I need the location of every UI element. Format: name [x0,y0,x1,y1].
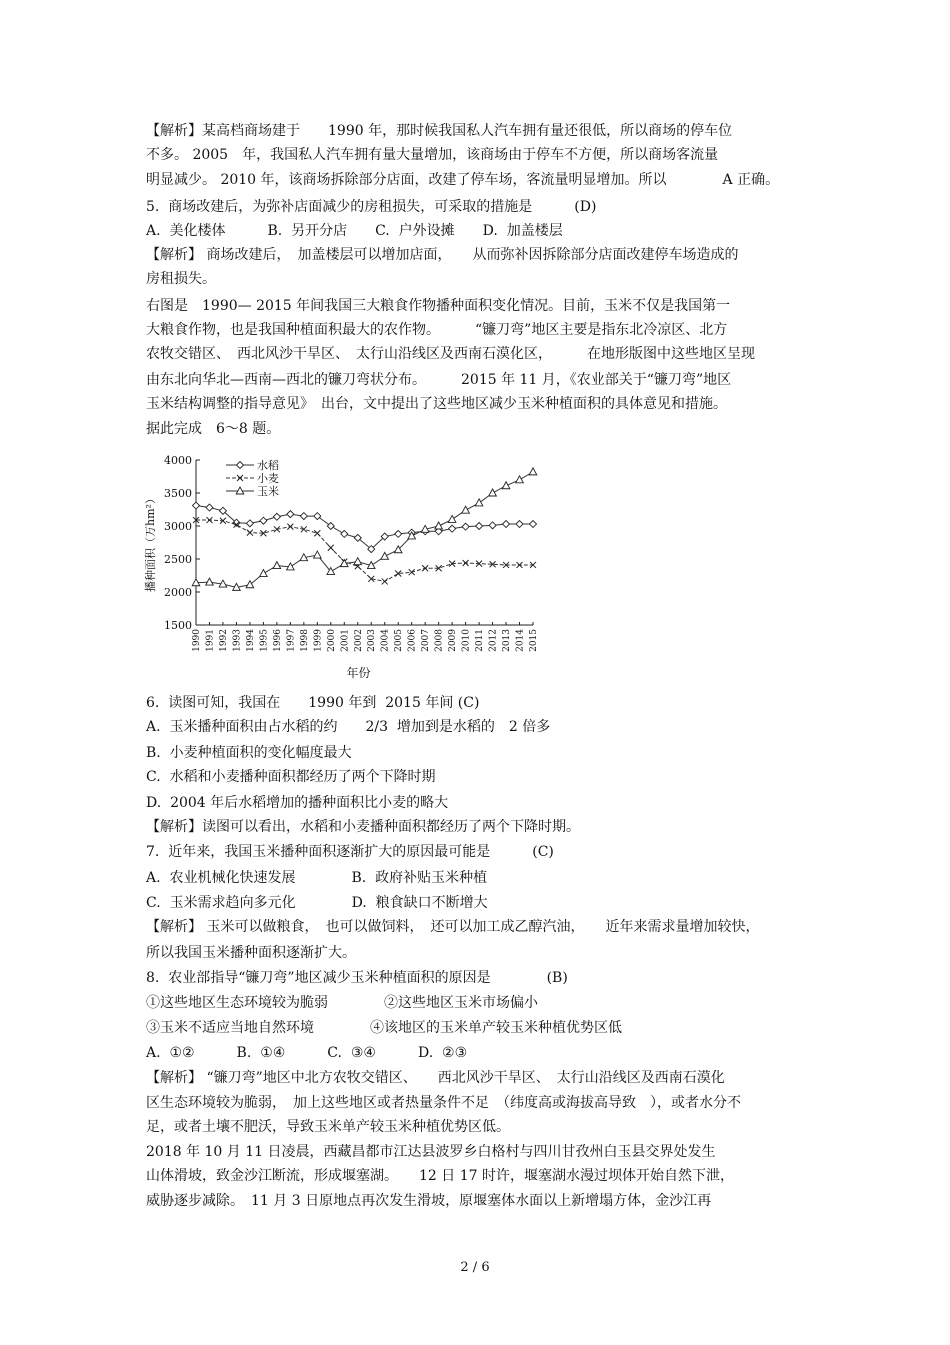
data-point [354,558,362,565]
text-line: 右图是 1990— 2015 年间我国三大粮食作物播种面积变化情况。目前，玉米不仅是我国第一 [146,298,731,314]
x-tick-label: 1997 [286,629,297,652]
x-tick-label: 2009 [448,629,459,652]
text-line: B. 小麦种植面积的变化幅度最大 [146,745,352,761]
x-tick-label: 2015 [529,629,539,652]
data-point [516,521,523,528]
data-point [300,513,307,520]
data-point [287,524,293,530]
data-point [489,522,496,529]
text-line: 【解析】 商场改建后， 加盖楼层可以增加店面， 从而弥补因拆除部分店面改建停车场造成的 [146,247,739,263]
x-tick-label: 1991 [205,629,216,652]
x-axis-label: 年份 [346,666,371,680]
text-line: 【解析】读图可以看出，水稻和小麦播种面积都经历了两个下降时期。 [146,819,580,835]
data-point [273,562,281,569]
text-line: A. 农业机械化快速发展 B. 政府补贴玉米种植 [146,870,488,886]
text-line: 所以我国玉米播种面积逐渐扩大。 [146,945,356,961]
y-tick-label: 3500 [164,487,192,500]
text-line: 房租损失。 [146,271,216,287]
data-point [247,530,253,536]
x-tick-label: 2011 [475,629,486,652]
data-point [246,520,253,527]
text-line: 玉米结构调整的指导意见》 出台，文中提出了这些地区减少玉米种植面积的具体意见和措施。 [146,396,727,412]
data-point [341,530,348,537]
text-line: A. 玉米播种面积由占水稻的约 2/3 增加到是水稻的 2 倍多 [146,719,551,735]
y-tick-label: 1500 [164,619,192,632]
data-point [409,569,415,575]
text-line: ③玉米不适应当地自然环境 ④该地区的玉米单产较玉米种植优势区低 [146,1020,622,1036]
x-tick-label: 2010 [461,629,472,652]
legend-marker [237,475,243,481]
data-point [502,482,510,489]
data-point [435,522,443,529]
legend-label: 玉米 [257,485,279,498]
x-tick-label: 2013 [502,629,513,652]
text-line: 大粮食作物，也是我国种植面积最大的农作物。 “镰刀弯”地区主要是指东北冷凉区、北方 [146,322,728,338]
series-line-diamond [196,506,533,550]
y-axis-label: 播种面积（万hm²） [144,493,157,592]
x-tick-label: 1993 [232,629,243,652]
legend-label: 水稻 [257,459,279,472]
text-line: 7. 近年来，我国玉米播种面积逐渐扩大的原因最可能是 (C) [146,844,554,860]
text-line: 山体滑坡，致金沙江断流，形成堰塞湖。 12 日 17 时许，堰塞湖水漫过坝体开始自然下泄， [146,1168,734,1184]
data-point [476,523,483,530]
y-tick-label: 3000 [164,520,192,533]
text-line: 据此完成 6～8 题。 [146,421,281,437]
x-tick-label: 1992 [218,629,229,652]
y-tick-label: 2000 [164,586,192,599]
text-line: 5. 商场改建后，为弥补店面减少的房租损失，可采取的措施是 (D) [146,199,597,215]
data-point [530,521,537,528]
data-point [449,525,456,532]
data-point [193,502,200,509]
x-tick-label: 2008 [434,629,445,652]
page-number: 2 / 6 [460,1260,490,1275]
crop-area-chart [140,445,540,685]
text-line: 农牧交错区、 西北风沙干旱区、 太行山沿线区及西南石漠化区， 在地形版图中这些地区呈现 [146,346,755,362]
x-tick-label: 2012 [488,629,499,652]
text-line: 【解析】 “镰刀弯”地区中北方农牧交错区、 西北风沙干旱区、 太行山沿线区及西南石漠化 [146,1070,725,1086]
text-line: ①这些地区生态环境较为脆弱 ②这些地区玉米市场偏小 [146,995,538,1011]
data-point [381,552,389,559]
data-point [422,565,428,571]
x-tick-label: 2000 [326,629,337,652]
x-tick-label: 1995 [259,629,270,652]
y-tick-label: 2500 [164,553,192,566]
data-point [314,530,320,536]
data-point [328,545,334,551]
text-line: 6. 读图可知，我国在 1990 年到 2015 年间 (C) [146,695,480,711]
x-tick-label: 1999 [313,629,324,652]
data-point [516,476,524,483]
data-point [462,506,470,513]
data-point [382,578,388,584]
text-line: 足，或者土壤不肥沃，导致玉米单产较玉米种植优势区低。 [146,1119,510,1135]
data-point [314,551,322,558]
data-point [475,499,483,506]
data-point [529,468,537,475]
data-point [462,523,469,530]
text-line: 区生态环境较为脆弱， 加上这些地区或者热量条件不足 （纬度高或海拔高导致 ），或者水分不 [146,1095,741,1111]
data-point [206,578,214,585]
data-point [395,530,402,537]
text-line: C. 玉米需求趋向多元化 D. 粮食缺口不断增大 [146,895,488,911]
data-point [448,515,456,522]
x-tick-label: 2005 [394,629,405,652]
y-tick-label: 4000 [164,454,192,467]
text-line: 2018 年 10 月 11 日凌晨，西藏昌都市江达县波罗乡白格村与四川甘孜州白玉县交界处发生 [146,1144,716,1160]
chart-svg [140,445,540,685]
series-line-triangle [196,472,533,588]
text-line: 8. 农业部指导“镰刀弯”地区减少玉米种植面积的原因是 (B) [146,970,568,986]
x-tick-label: 2003 [367,629,378,652]
text-line: D. 2004 年后水稻增加的播种面积比小麦的略大 [146,795,449,811]
x-tick-label: 1990 [192,629,202,652]
x-tick-label: 2006 [407,629,418,652]
text-line: A. ①② B. ①④ C. ③④ D. ②③ [146,1045,468,1061]
data-point [260,570,268,577]
text-line: 【解析】 玉米可以做粮食， 也可以做饲料， 还可以加工成乙醇汽油， 近年来需求量增加较快， [146,919,760,935]
x-tick-label: 2007 [421,629,432,652]
legend-label: 小麦 [257,472,279,485]
data-point [273,513,280,520]
text-line: 由东北向华北—西南—西北的镰刀弯状分布。 2015 年 11 月，《农业部关于“镰刀弯”地区 [146,372,732,388]
data-point [246,581,254,588]
x-tick-label: 2004 [380,629,391,652]
data-point [314,513,321,520]
x-tick-label: 2014 [515,629,526,652]
data-point [206,504,213,511]
x-tick-label: 2001 [340,629,351,652]
data-point [287,511,294,518]
text-line: 威胁逐步减除。 11 月 3 日原地点再次发生滑坡，原堰塞体水面以上新增塌方体，金沙江再 [146,1193,712,1209]
text-line: 【解析】某高档商场建于 1990 年，那时候我国私人汽车拥有量还很低，所以商场的停车位 [146,123,733,139]
text-line: C. 水稻和小麦播种面积都经历了两个下降时期 [146,769,436,785]
x-tick-label: 1996 [272,629,283,652]
data-point [503,521,510,528]
text-line: A. 美化楼体 B. 另开分店 C. 户外设摊 D. 加盖楼层 [146,223,563,239]
data-point [327,523,334,530]
x-tick-label: 1994 [245,629,256,652]
text-line: 不多。 2005 年，我国私人汽车拥有量大量增加，该商场由于停车不方便，所以商场客流量 [146,147,719,163]
legend-marker [237,462,244,469]
text-line: 明显减少。 2010 年，该商场拆除部分店面，改建了停车场，客流量明显增加。所以 A 正确。 [146,172,780,188]
x-tick-label: 2002 [353,629,364,652]
series-line-x [196,520,533,581]
data-point [260,517,267,524]
x-tick-label: 1998 [299,629,310,652]
data-point [489,489,497,496]
